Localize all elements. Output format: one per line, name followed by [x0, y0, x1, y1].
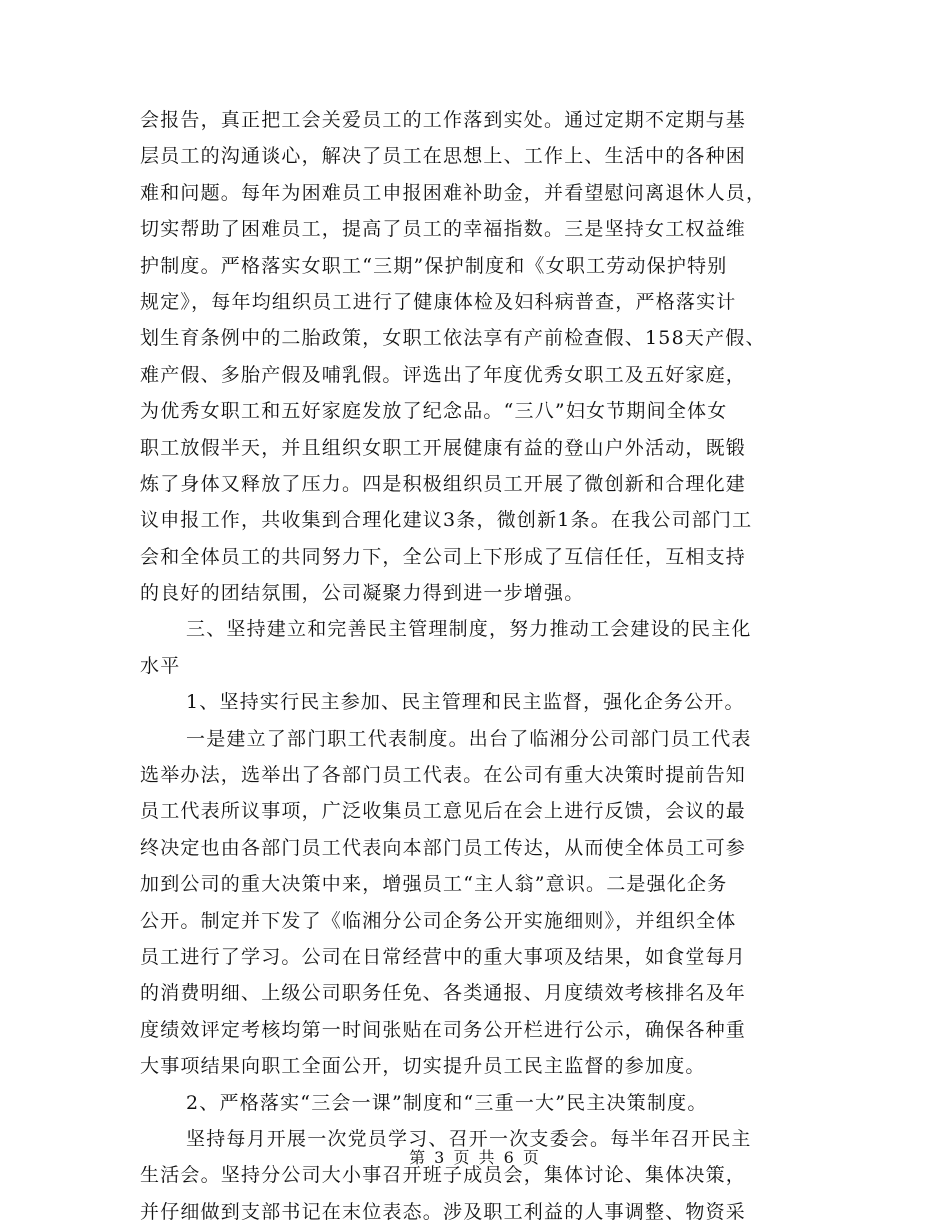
text-line: 切实帮助了困难员工，提高了员工的幸福指数。三是坚持女工权益维 — [140, 218, 747, 241]
text-line: 的良好的团结氛围，公司凝聚力得到进一步增强。 — [140, 582, 585, 605]
section-heading: 三、坚持建立和完善民主管理制度，努力推动工会建设的民主化 — [186, 618, 752, 641]
text-line: 员工进行了学习。公司在日常经营中的重大事项及结果，如食堂每月 — [140, 945, 747, 968]
text-line: 会报告，真正把工会关爱员工的工作落到实处。通过定期不定期与基 — [140, 109, 747, 131]
page-number: 第 3 页 共 6 页 — [409, 1148, 541, 1167]
text-line: 议申报工作，共收集到合理化建议3条，微创新1条。在我公司部门工 — [140, 509, 753, 532]
text-line: 护制度。严格落实女职工“三期”保护制度和《女职工劳动保护特别 — [140, 254, 728, 277]
section-heading-continued: 水平 — [140, 654, 181, 677]
subsection-heading: 1、坚持实行民主参加、民主管理和民主监督，强化企务公开。 — [186, 691, 745, 714]
text-line: 选举办法，选举出了各部门员工代表。在公司有重大决策时提前告知 — [140, 764, 747, 787]
text-line: 层员工的沟通谈心，解决了员工在思想上、工作上、生活中的各种困 — [140, 145, 747, 168]
text-line: 终决定也由各部门员工代表向本部门员工传达，从而使全体员工可参 — [140, 836, 747, 859]
text-line: 坚持每月开展一次党员学习、召开一次支委会。每半年召开民主 — [186, 1127, 752, 1150]
text-line: 为优秀女职工和五好家庭发放了纪念品。“三八”妇女节期间全体女 — [140, 400, 728, 423]
text-line: 并仔细做到支部书记在末位表态。涉及职工利益的人事调整、物资采 — [140, 1200, 747, 1223]
text-line: 加到公司的重大决策中来，增强员工“主人翁”意识。二是强化企务 — [140, 873, 728, 896]
text-line: 难和问题。每年为困难员工申报困难补助金，并看望慰问离退休人员， — [140, 181, 767, 204]
text-line: 难产假、多胎产假及哺乳假。评选出了年度优秀女职工及五好家庭， — [140, 363, 747, 386]
text-line: 一是建立了部门职工代表制度。出台了临湘分公司部门员工代表 — [186, 727, 752, 750]
text-line: 划生育条例中的二胎政策，女职工依法享有产前检查假、158天产假、 — [140, 327, 766, 350]
text-line: 的消费明细、上级公司职务任免、各类通报、月度绩效考核排名及年 — [140, 982, 747, 1005]
text-line: 大事项结果向职工全面公开，切实提升员工民主监督的参加度。 — [140, 1055, 706, 1078]
text-line: 炼了身体又释放了压力。四是积极组织员工开展了微创新和合理化建 — [140, 472, 747, 495]
text-line: 度绩效评定考核均第一时间张贴在司务公开栏进行公示，确保各种重 — [140, 1018, 747, 1041]
text-line: 公开。制定并下发了《临湘分公司企务公开实施细则》，并组织全体 — [140, 909, 737, 932]
text-line: 生活会。坚持分公司大小事召开班子成员会，集体讨论、集体决策， — [140, 1164, 747, 1187]
text-line: 职工放假半天，并且组织女职工开展健康有益的登山户外活动，既锻 — [140, 436, 747, 459]
subsection-heading: 2、严格落实“三会一课”制度和“三重一大”民主决策制度。 — [186, 1091, 708, 1114]
text-line: 会和全体员工的共同努力下，全公司上下形成了互信任任，互相支持 — [140, 545, 747, 568]
text-line: 规定》，每年均组织员工进行了健康体检及妇科病普查，严格落实计 — [140, 290, 737, 313]
text-line: 员工代表所议事项，广泛收集员工意见后在会上进行反馈，会议的最 — [140, 800, 747, 823]
body-text — [140, 102, 830, 1230]
page-footer — [0, 1148, 950, 1168]
